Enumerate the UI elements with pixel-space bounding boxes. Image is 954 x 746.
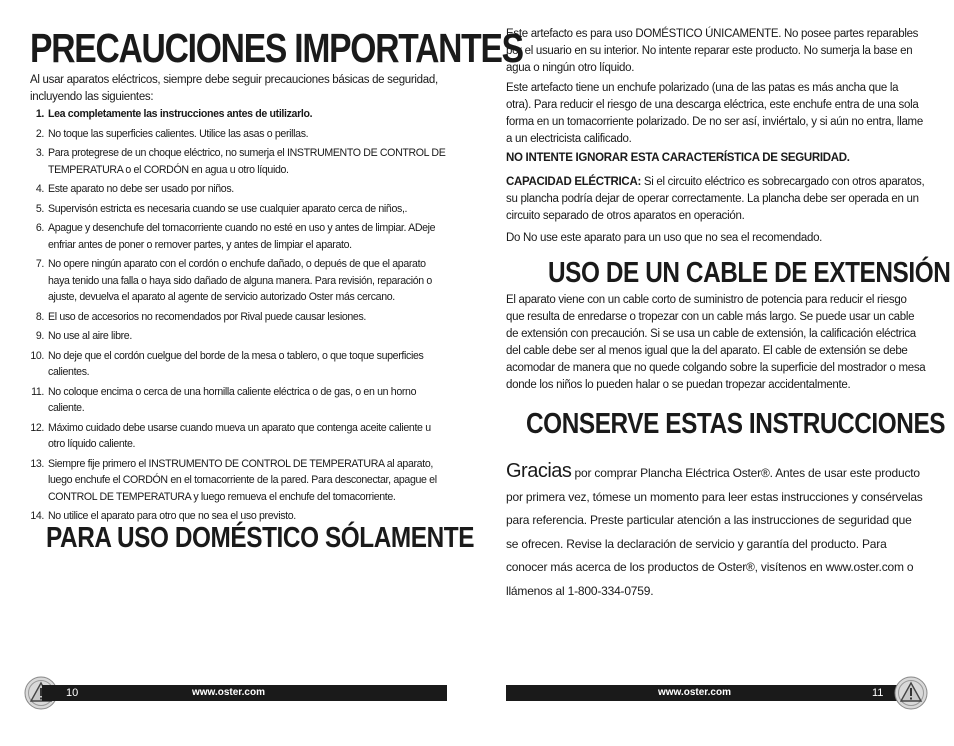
item-text: Este aparato no debe ser usado por niños. (48, 183, 234, 195)
precaution-item (30, 384, 448, 417)
item-text: No toque las superficies calientes. Utilice las asas o perillas. (48, 127, 309, 140)
item-text: El uso de accesorios no recomendados por Rival puede causar lesiones. (48, 310, 366, 323)
item-text: Siempre fije primero el INSTRUMENTO DE CONTROL DE TEMPERATURA al aparato, luego enchufe el CORDÓN en el tomacorriente de la pared. Para desconectar, apague el CONTROL DE TEMPERATURA y luego remueva el enchufe del tomacorriente. (48, 457, 437, 503)
precaution-item (30, 309, 448, 326)
thanks-paragraph (506, 460, 926, 603)
precaution-item (30, 420, 448, 453)
item-number: 4 . (30, 181, 44, 198)
item-text: No use al aire libre. (48, 330, 132, 342)
warning-icon (894, 676, 928, 710)
recommended-use-paragraph: Do No use este aparato para un uso que no sea el recomendado. (506, 232, 823, 244)
item-number: 11 . (30, 384, 44, 401)
left-footer (24, 676, 448, 712)
thanks-word: Gracias (506, 460, 572, 482)
item-number: 7 . (30, 256, 44, 273)
conserve-title: CONSERVE ESTAS INSTRUCCIONES (526, 408, 946, 440)
item-number: 6 . (30, 220, 44, 237)
page-number: 11 (872, 687, 884, 699)
item-text: Para protegrese de un choque eléctrico, no sumerja el INSTRUMENTO DE CONTROL DE TEMPERATURA o el CORDÓN en agua u otro líquido. (48, 147, 446, 176)
item-number: 2 . (30, 126, 44, 143)
precaution-item (30, 181, 448, 198)
precaution-item (30, 145, 448, 178)
item-text: No utilice el aparato para otro que no sea el uso previsto. (48, 510, 296, 522)
precaution-item (30, 456, 448, 506)
precaution-item (30, 328, 448, 345)
item-text: No opere ningún aparato con el cordón o enchufe dañado, o depués de que el aparato haya tenido una falla o haya sido dañado de alguna manera. Para revisión, reparación o ajuste, devuelva el aparato al agente de servicio autorizado Oster más cercano. (48, 258, 432, 303)
precaution-item (30, 126, 448, 143)
precaution-item (30, 201, 448, 218)
capacity-label: CAPACIDAD ELÉCTRICA: (506, 176, 641, 188)
extension-cord-title: USO DE UN CABLE DE EXTENSIÓN (548, 257, 951, 289)
footer-bar (42, 685, 447, 701)
item-number: 10 . (30, 348, 44, 365)
footer-url: www.oster.com (658, 687, 731, 698)
item-text: Lea completamente las instrucciones antes de utilizarlo. (48, 108, 313, 120)
safety-warning: NO INTENTE IGNORAR ESTA CARACTERÍSTICA DE SEGURIDAD. (506, 152, 850, 164)
item-text: Apague y desenchufe del tomacorriente cuando no esté en uso y antes de limpiar. ADeje enfriar antes de poner o remover partes, y antes de limpiar el aparato. (48, 222, 436, 251)
item-text: No coloque encima o cerca de una hornilla caliente eléctrica o de gas, o en un horno caliente. (48, 385, 417, 414)
extension-cord-text: El aparato viene con un cable corto de suministro de potencia para reducir el riesgo que resulta de enredarse o tropezar con un cable más largo. Se puede usar un cable de extensión con precaución. Si se usa un cable de extensión, la calificación eléctrica del cable debe ser al menos igual que la del aparato. El cable de extensión se debe acomodar de manera que no quede colgando sobre la superficie del mostrador o mesa donde los niños lo pueden halar o se puedan tropezar accidentalmente. (506, 294, 926, 391)
capacity-text: Si el circuito eléctrico es sobrecargado con otros aparatos, su plancha podría dejar de operar correctamente. La plancha debe ser operada en un circuito separado de otros aparatos en operación. (506, 176, 925, 222)
page-title: PRECAUCIONES IMPORTANTES (30, 25, 523, 71)
item-number: 3 . (30, 145, 44, 162)
item-text: Supervisón estricta es necesaria cuando se use cualquier aparato cerca de niños,. (48, 202, 408, 215)
precaution-item (30, 220, 448, 253)
item-number: 9 . (30, 328, 44, 345)
item-text: No deje que el cordón cuelgue del borde de la mesa o tablero, o que toque superficies calientes. (48, 349, 424, 378)
precaution-item (30, 348, 448, 381)
thanks-text: por comprar Plancha Eléctrica Oster®. Antes de usar este producto por primera vez, tómese un momento para leer estas instrucciones y consérvelas para referencia. Preste particular atención a las instrucciones de seguridad que se ofrecen. Revise la declaración de servicio y garantía del producto. Para conocer más acerca de los productos de Oster®, visítenos en www.oster.com o llámenos al 1-800-334-0759. (506, 466, 923, 598)
item-number: 14 . (30, 508, 44, 525)
item-number: 1 . (30, 106, 44, 123)
right-footer (506, 676, 930, 712)
intro-text: Al usar aparatos eléctricos, siempre debe seguir precauciones básicas de seguridad, incluyendo las siguientes: (30, 74, 438, 103)
item-number: 12 . (30, 420, 44, 437)
item-number: 13 . (30, 456, 44, 473)
footer-bar (506, 685, 906, 701)
item-number: 8 . (30, 309, 44, 326)
footer-url: www.oster.com (192, 687, 265, 698)
item-text: Máximo cuidado debe usarse cuando mueva un aparato que contenga aceite caliente u otro líquido caliente. (48, 421, 431, 450)
precautions-list (30, 106, 448, 528)
item-number: 5 . (30, 201, 44, 218)
page-number: 10 (66, 687, 79, 699)
precaution-item (30, 256, 448, 306)
precaution-item (30, 106, 448, 123)
domestic-only-paragraph: Este artefacto es para uso DOMÉSTICO ÚNICAMENTE. No posee partes reparables por el usuario en su interior. No intente reparar este producto. No sumerja la base en agua o ningún otro líquido. (506, 28, 919, 74)
domestic-use-title: PARA USO DOMÉSTICO SÓLAMENTE (46, 522, 475, 554)
right-page (506, 0, 951, 746)
left-page (30, 0, 523, 746)
polarized-plug-paragraph: Este artefacto tiene un enchufe polarizado (una de las patas es más ancha que la otra). Para reducir el riesgo de una descarga eléctrica, este enchufe entra de una sola forma en un tomacorriente polarizado. De no ser así, inviértalo, y si aún no entra, llame a un electricista calificado. (506, 82, 923, 145)
capacity-paragraph (506, 174, 926, 225)
